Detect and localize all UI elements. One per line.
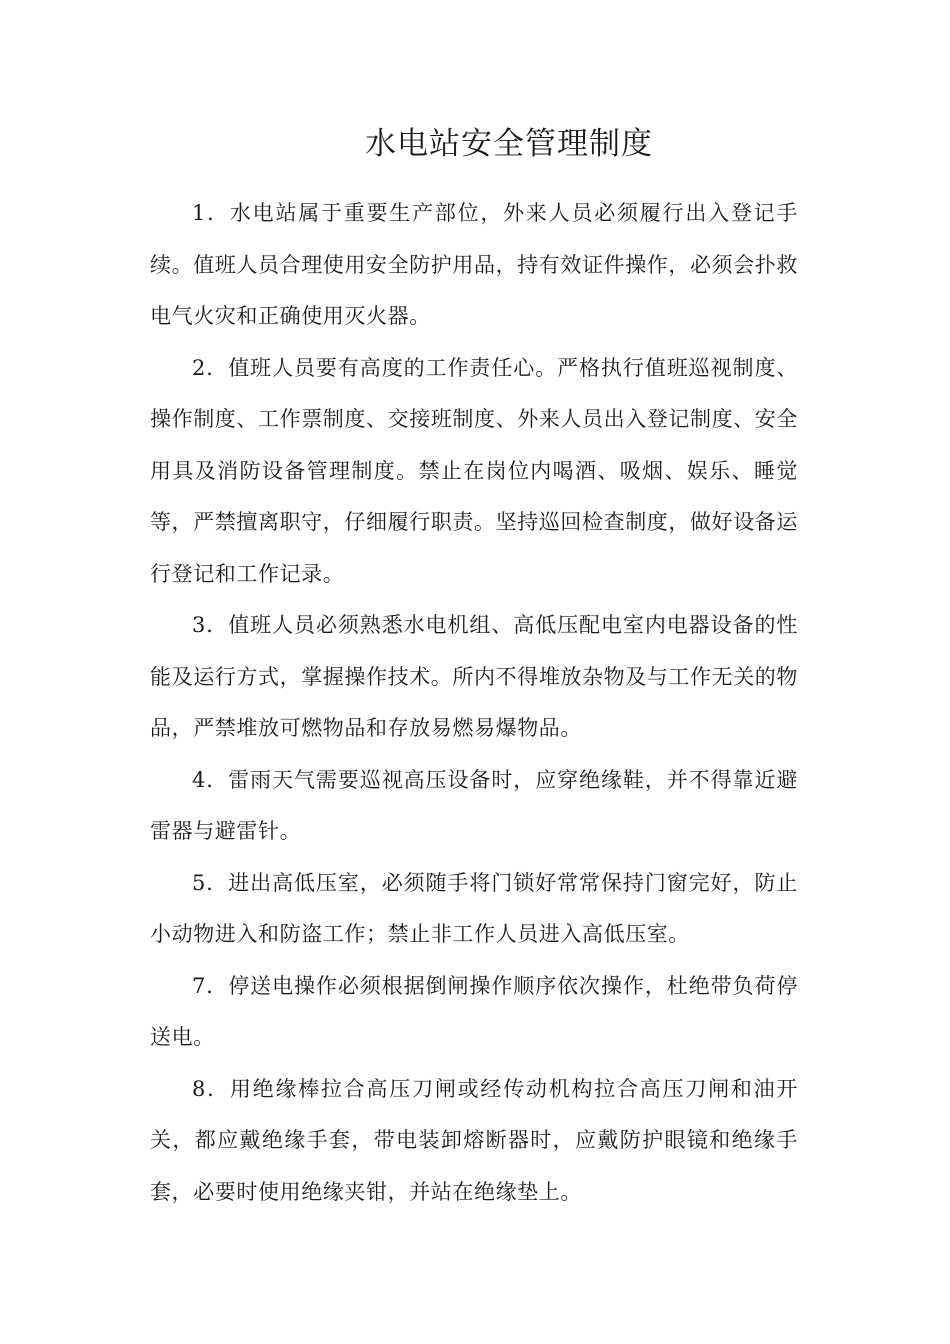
document-body [150,188,798,1218]
paragraph-8: 8．用绝缘棒拉合高压刀闸或经传动机构拉合高压刀闸和油开关，都应戴绝缘手套，带电装卸熔断器时，应戴防护眼镜和绝缘手套，必要时使用绝缘夹钳，并站在绝缘垫上。 [150,1076,798,1204]
paragraph-5: 5．进出高低压室，必须随手将门锁好常常保持门窗完好，防止小动物进入和防盗工作；禁止非工作人员进入高低压室。 [150,870,798,946]
paragraph-2: 2．值班人员要有高度的工作责任心。严格执行值班巡视制度、操作制度、工作票制度、交接班制度、外来人员出入登记制度、安全用具及消防设备管理制度。禁止在岗位内喝酒、吸烟、娱乐、睡觉等，严禁擅离职守，仔细履行职责。坚持巡回检查制度，做好设备运行登记和工作记录。 [150,355,798,586]
document-title: 水电站安全管理制度 [365,126,653,162]
paragraph-3: 3．值班人员必须熟悉水电机组、高低压配电室内电器设备的性能及运行方式，掌握操作技术。所内不得堆放杂物及与工作无关的物品，严禁堆放可燃物品和存放易燃易爆物品。 [150,613,798,740]
paragraph-7: 7．停送电操作必须根据倒闸操作顺序依次操作，杜绝带负荷停送电。 [150,973,798,1049]
paragraph-4: 4．雷雨天气需要巡视高压设备时，应穿绝缘鞋，并不得靠近避雷器与避雷针。 [150,767,798,843]
paragraph-1: 1．水电站属于重要生产部位，外来人员必须履行出入登记手续。值班人员合理使用安全防护用品，持有效证件操作，必须会扑救电气火灾和正确使用灭火器。 [150,201,798,328]
